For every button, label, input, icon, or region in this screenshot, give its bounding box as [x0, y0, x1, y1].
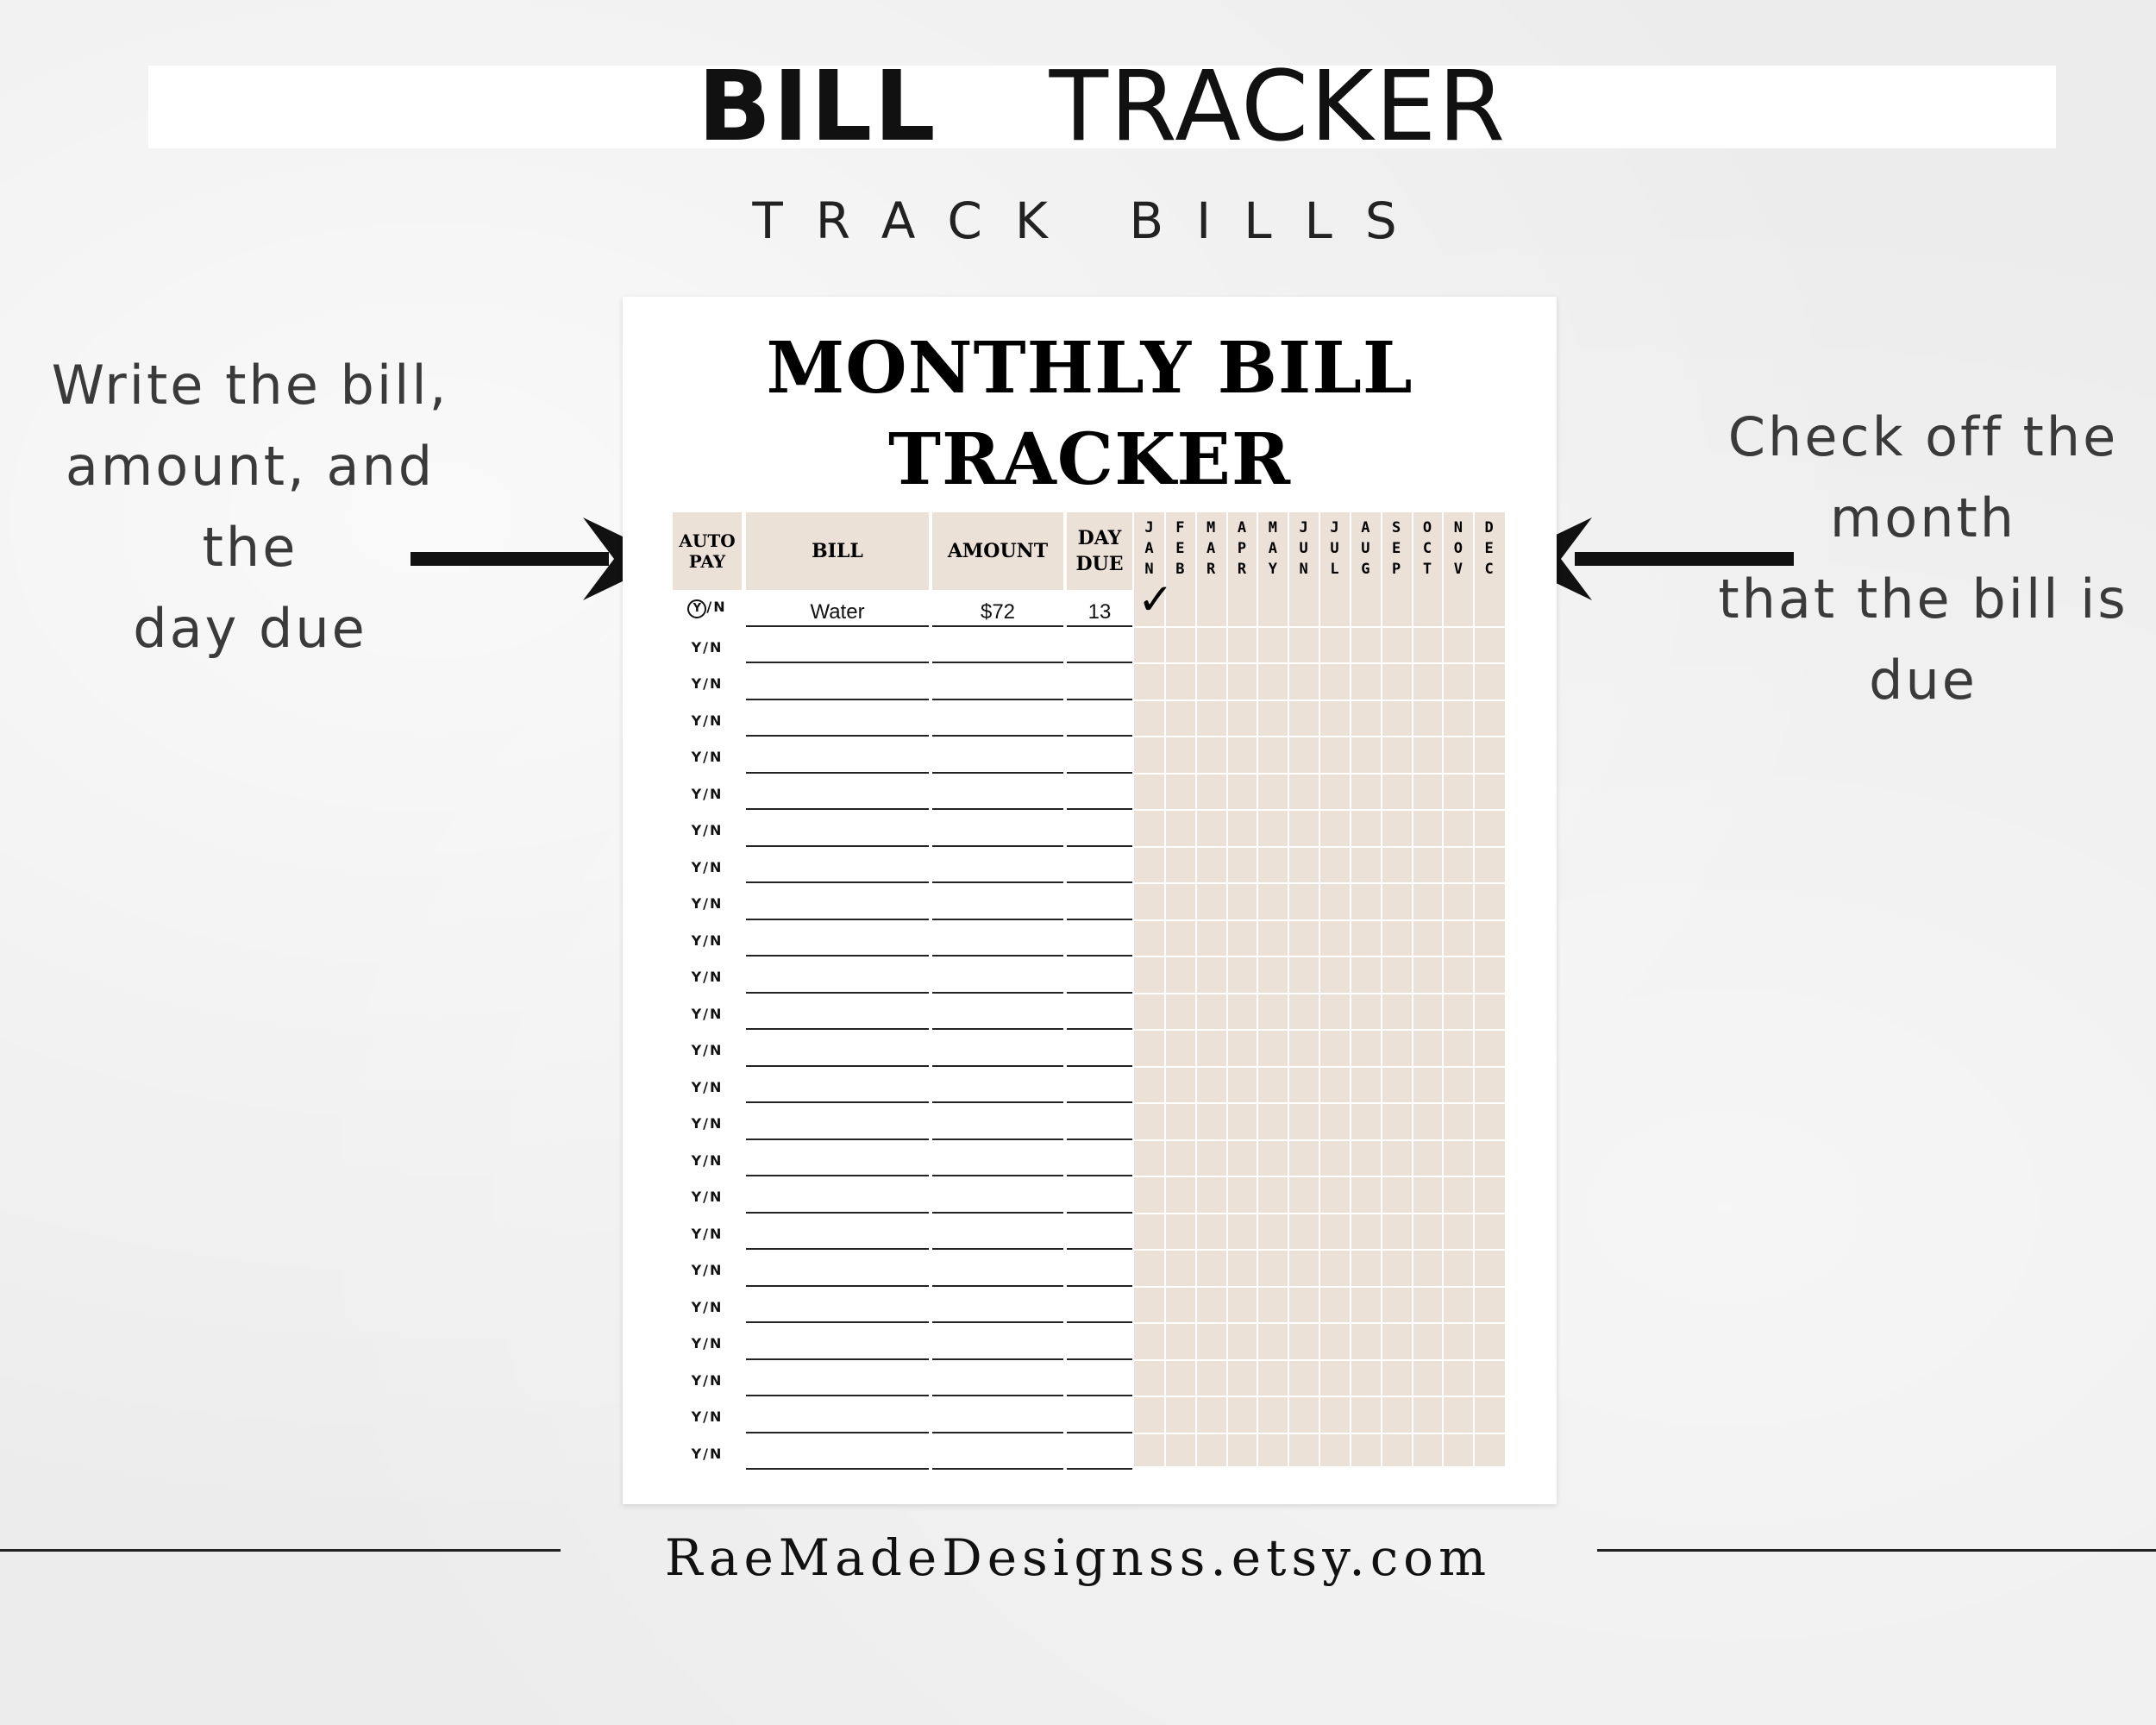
bill-line[interactable] — [746, 1321, 929, 1323]
header-day-due-line: DAY — [1077, 527, 1122, 549]
month-header-letter: R — [1206, 561, 1216, 578]
grid-row-divider — [1134, 662, 1505, 664]
day-due-line[interactable] — [1067, 992, 1132, 994]
autopay-option[interactable]: Y/N — [691, 932, 724, 949]
amount-line[interactable] — [932, 625, 1063, 627]
bill-line[interactable] — [746, 992, 929, 994]
month-header-letter: A — [1206, 540, 1216, 557]
grid-row-divider — [1134, 1396, 1505, 1397]
left-instruction-line: amount, and — [65, 435, 436, 498]
month-header-letter: M — [1268, 519, 1277, 536]
day-due-line[interactable] — [1067, 1468, 1132, 1470]
grid-row-divider — [1134, 993, 1505, 994]
day-due-line[interactable] — [1067, 1065, 1132, 1067]
month-header-letter: B — [1175, 561, 1185, 578]
amount-line[interactable] — [932, 1395, 1063, 1396]
day-due-line[interactable] — [1067, 1432, 1132, 1433]
month-header-letter: A — [1361, 519, 1370, 536]
amount-line[interactable] — [932, 1101, 1063, 1103]
day-due-line[interactable] — [1067, 735, 1132, 737]
bill-line[interactable] — [746, 881, 929, 883]
header-autopay-line: PAY — [688, 551, 726, 572]
autopay-option[interactable]: Y/N — [691, 1445, 724, 1462]
autopay-option[interactable]: Y/N — [691, 1262, 724, 1278]
grid-row-divider — [1134, 1469, 1505, 1471]
shop-url[interactable]: RaeMadeDesignss.etsy.com — [664, 1528, 1492, 1587]
grid-row-divider — [1134, 882, 1505, 884]
amount-line[interactable] — [932, 699, 1063, 700]
autopay-option[interactable]: Y/N — [691, 1189, 724, 1205]
grid-row-divider — [1134, 1359, 1505, 1361]
month-header-letter: O — [1453, 540, 1463, 557]
autopay-option[interactable]: Y/N — [691, 1042, 724, 1058]
banner-title-word2: TRACKER — [1049, 51, 1507, 163]
month-header-letter: A — [1144, 540, 1154, 557]
grid-row-divider — [1134, 809, 1505, 811]
amount-line[interactable] — [932, 1175, 1063, 1176]
grid-row-divider — [1134, 846, 1505, 848]
amount-line[interactable] — [932, 845, 1063, 847]
amount-line[interactable] — [932, 662, 1063, 663]
month-header-letter: E — [1484, 540, 1494, 557]
autopay-option[interactable]: Y/N — [691, 1371, 724, 1389]
day-due-line[interactable] — [1067, 1358, 1132, 1360]
amount-line[interactable] — [932, 1248, 1063, 1250]
amount-line[interactable] — [932, 1028, 1063, 1030]
day-due-line[interactable] — [1067, 845, 1132, 847]
month-header-letter: U — [1299, 540, 1308, 557]
grid-row-divider — [1134, 1139, 1505, 1141]
day-due-line[interactable] — [1067, 625, 1132, 627]
month-header-letter: E — [1392, 540, 1401, 557]
left-instruction-line: Write the bill, — [51, 354, 449, 417]
amount-line[interactable] — [932, 1358, 1063, 1360]
autopay-option[interactable]: Y/N — [691, 712, 724, 729]
right-instruction-line: Check off the — [1727, 405, 2119, 468]
month-header-letter: T — [1422, 561, 1432, 578]
sheet-title — [623, 323, 1557, 505]
month-header-apr — [1226, 518, 1257, 580]
autopay-option[interactable]: Y/N — [691, 858, 724, 875]
bill-line[interactable] — [746, 625, 929, 627]
grid-row-divider — [1134, 736, 1505, 737]
month-header-letter: N — [1144, 561, 1154, 578]
bill-line[interactable] — [746, 1028, 929, 1030]
amount-line[interactable] — [932, 1468, 1063, 1470]
bill-line[interactable] — [746, 699, 929, 700]
day-due-line[interactable] — [1067, 808, 1132, 810]
month-header-letter: S — [1392, 519, 1401, 536]
month-header-letter: F — [1175, 519, 1185, 536]
month-header-mar — [1195, 518, 1226, 580]
amount-line[interactable] — [932, 1285, 1063, 1287]
checkmark-icon[interactable]: ✓ — [1138, 574, 1174, 624]
month-header-jan — [1134, 518, 1165, 580]
grid-row-divider — [1134, 1176, 1505, 1177]
right-instruction-line: due — [1869, 649, 1977, 712]
amount-line[interactable] — [932, 1065, 1063, 1067]
bill-line[interactable] — [746, 1138, 929, 1140]
month-header-oct — [1412, 518, 1443, 580]
amount-line[interactable] — [932, 808, 1063, 810]
amount-line[interactable] — [932, 735, 1063, 737]
day-due-line[interactable] — [1067, 1248, 1132, 1250]
grid-row-divider — [1134, 773, 1505, 775]
month-header-letter: U — [1330, 540, 1339, 557]
bill-line[interactable] — [746, 662, 929, 663]
grid-row-divider — [1134, 699, 1505, 701]
autopay-selected[interactable] — [673, 599, 742, 618]
grid-row-divider — [1134, 1322, 1505, 1324]
autopay-option[interactable]: Y/N — [691, 1078, 724, 1095]
month-header-letter: E — [1175, 540, 1185, 557]
banner-subtitle: TRACK BILLS — [752, 191, 1430, 250]
autopay-option[interactable]: Y/N — [691, 675, 724, 692]
day-due-line[interactable] — [1067, 1321, 1132, 1323]
amount-line[interactable] — [932, 772, 1063, 774]
autopay-selected-circle: Y — [687, 599, 706, 618]
banner-title-word1: BILL — [697, 51, 937, 163]
grid-row-divider — [1134, 626, 1505, 628]
month-header-letter: L — [1330, 561, 1339, 578]
autopay-option[interactable]: Y/N — [691, 749, 724, 765]
amount-line[interactable] — [932, 1432, 1063, 1433]
bill-line[interactable] — [746, 1358, 929, 1360]
month-header-sep — [1381, 518, 1412, 580]
sheet-title-line: MONTHLY BILL — [766, 327, 1413, 410]
autopay-option[interactable]: Y/N — [691, 785, 724, 802]
autopay-option[interactable]: Y/N — [691, 638, 724, 656]
grid-row-divider — [1134, 1249, 1505, 1251]
month-header-letter: N — [1453, 519, 1463, 536]
month-header-letter: A — [1268, 540, 1277, 557]
month-header-letter: A — [1237, 519, 1247, 536]
day-due-line[interactable] — [1067, 1285, 1132, 1287]
month-header-letter: V — [1453, 561, 1463, 578]
month-header-may — [1257, 518, 1288, 580]
month-header-letter: D — [1484, 519, 1494, 536]
day-due-line[interactable] — [1067, 1175, 1132, 1176]
banner-title — [148, 51, 2056, 163]
month-header-letter: P — [1392, 561, 1401, 578]
grid-row-divider — [1134, 956, 1505, 957]
day-due-line[interactable] — [1067, 1138, 1132, 1140]
example-amount[interactable]: $72 — [980, 600, 1016, 624]
bill-line[interactable] — [746, 919, 929, 920]
grid-row-divider — [1134, 1102, 1505, 1104]
bill-line[interactable] — [746, 1432, 929, 1433]
left-instruction-line: the — [202, 516, 298, 579]
day-due-line[interactable] — [1067, 772, 1132, 774]
header-autopay — [673, 512, 742, 590]
bill-line[interactable] — [746, 955, 929, 957]
sheet-title-line: TRACKER — [888, 418, 1291, 501]
bill-line[interactable] — [746, 845, 929, 847]
header-day-due-line: DUE — [1075, 553, 1124, 575]
amount-line[interactable] — [932, 992, 1063, 994]
day-due-line[interactable] — [1067, 919, 1132, 920]
autopay-option[interactable]: Y/N — [691, 1408, 724, 1425]
bill-line[interactable] — [746, 1395, 929, 1396]
month-header-jun — [1288, 518, 1319, 580]
month-header-letter: G — [1361, 561, 1370, 578]
header-bill: BILL — [746, 512, 929, 590]
amount-line[interactable] — [932, 1138, 1063, 1140]
autopay-option[interactable]: Y/N — [691, 1298, 724, 1315]
month-header-letter: J — [1330, 519, 1339, 536]
month-header-nov — [1443, 518, 1474, 580]
day-due-line[interactable] — [1067, 699, 1132, 700]
month-header-letter: J — [1144, 519, 1154, 536]
grid-row-divider — [1134, 1029, 1505, 1031]
right-instruction-line: that the bill is — [1718, 568, 2128, 630]
month-header-letter: J — [1299, 519, 1308, 536]
day-due-line[interactable] — [1067, 662, 1132, 663]
month-header-feb — [1164, 518, 1195, 580]
grid-row-divider — [1134, 1433, 1505, 1434]
left-instruction-line: day due — [133, 597, 367, 660]
amount-line[interactable] — [932, 881, 1063, 883]
autopay-option[interactable]: Y/N — [691, 895, 724, 912]
month-header-letter: U — [1361, 540, 1370, 557]
bill-line[interactable] — [746, 1101, 929, 1103]
grid-row-divider — [1134, 919, 1505, 921]
day-due-line[interactable] — [1067, 1101, 1132, 1103]
day-due-line[interactable] — [1067, 1395, 1132, 1396]
amount-line[interactable] — [932, 1212, 1063, 1214]
autopay-selected-rest: /N — [706, 599, 727, 615]
month-header-letter: Y — [1268, 561, 1277, 578]
autopay-option[interactable]: Y/N — [691, 1005, 724, 1022]
bill-line[interactable] — [746, 772, 929, 774]
day-due-line[interactable] — [1067, 1028, 1132, 1030]
day-due-line[interactable] — [1067, 881, 1132, 883]
month-header-aug — [1350, 518, 1381, 580]
amount-line[interactable] — [932, 955, 1063, 957]
header-day-due — [1067, 512, 1132, 590]
month-header-letter: C — [1484, 561, 1494, 578]
left-instruction — [0, 345, 500, 669]
month-header-letter: O — [1422, 519, 1432, 536]
bill-line[interactable] — [746, 1248, 929, 1250]
day-due-line[interactable] — [1067, 1212, 1132, 1214]
amount-line[interactable] — [932, 1321, 1063, 1323]
month-header-letter: R — [1237, 561, 1247, 578]
month-header-jul — [1319, 518, 1351, 580]
bill-line[interactable] — [746, 1065, 929, 1067]
grid-row-divider — [1134, 1213, 1505, 1214]
month-header-letter: M — [1206, 519, 1216, 536]
grid-row-divider — [1134, 1066, 1505, 1068]
bill-tracker-sheet — [623, 297, 1557, 1504]
header-amount: AMOUNT — [932, 512, 1063, 590]
right-instruction-line: month — [1829, 486, 2017, 549]
amount-line[interactable] — [932, 919, 1063, 920]
autopay-option[interactable]: Y/N — [691, 1225, 724, 1242]
autopay-option[interactable]: Y/N — [691, 1151, 724, 1169]
month-header-dec — [1474, 518, 1505, 580]
autopay-option[interactable]: Y/N — [691, 1115, 724, 1132]
header-autopay-line: AUTO — [679, 530, 736, 551]
bill-line[interactable] — [746, 1212, 929, 1214]
autopay-option[interactable]: Y/N — [691, 822, 724, 838]
day-due-line[interactable] — [1067, 955, 1132, 957]
example-bill[interactable]: Water — [810, 600, 865, 624]
month-header-letter: N — [1299, 561, 1308, 578]
month-header-letter: P — [1237, 540, 1247, 557]
autopay-option[interactable]: Y/N — [691, 969, 724, 985]
bill-line[interactable] — [746, 808, 929, 810]
bill-line[interactable] — [746, 1285, 929, 1287]
bill-line[interactable] — [746, 1175, 929, 1176]
bill-line[interactable] — [746, 735, 929, 737]
example-day-due[interactable]: 13 — [1087, 600, 1112, 624]
autopay-option[interactable]: Y/N — [691, 1335, 724, 1352]
bill-line[interactable] — [746, 1468, 929, 1470]
grid-row-divider — [1134, 1286, 1505, 1288]
month-header-letter: C — [1422, 540, 1432, 557]
